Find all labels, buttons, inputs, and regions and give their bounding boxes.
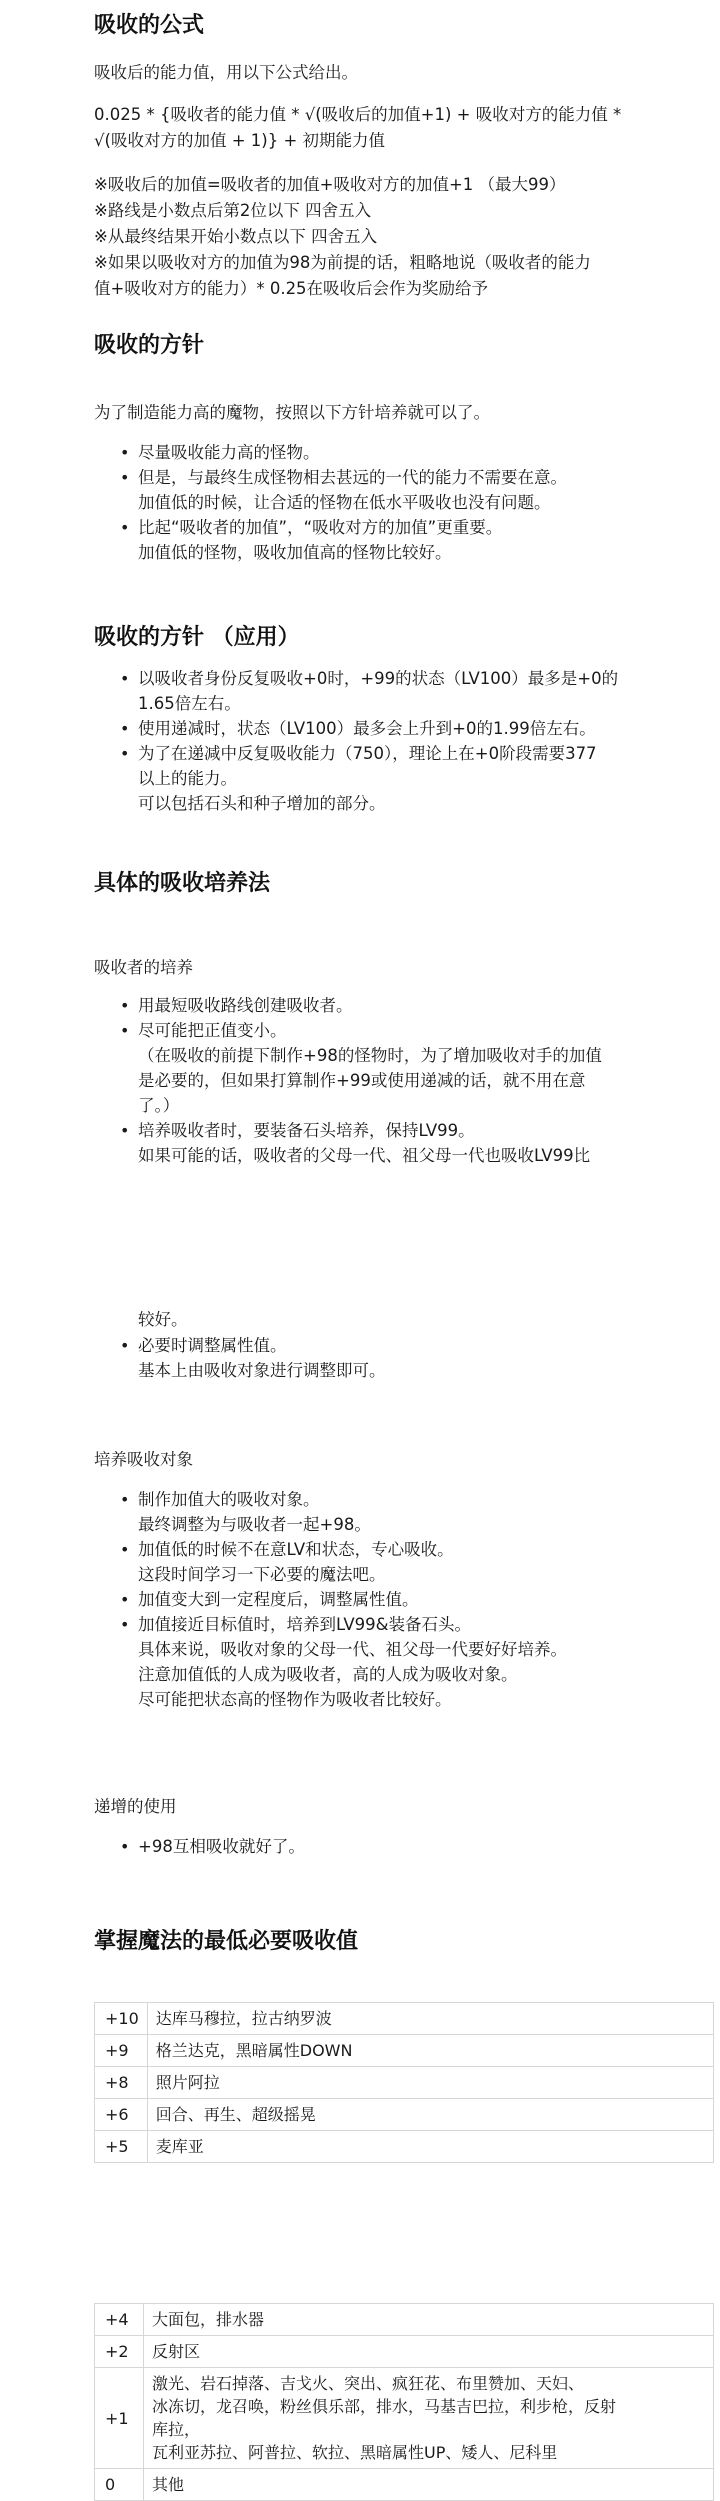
list-item: • 培养吸收者时，要装备石头培养，保持LV99。 如果可能的话，吸收者的父母一代、祖父母一代也吸收LV99比: [94, 1118, 714, 1168]
table-cell-value: +8: [95, 2067, 148, 2099]
note-line: ※如果以吸收对方的加值为98为前提的话，粗略地说（吸收者的能力: [94, 253, 591, 272]
table-row: [95, 2131, 714, 2163]
table-row: [95, 2035, 714, 2067]
policy-intro: 为了制造能力高的魔物，按照以下方针培养就可以了。: [94, 403, 490, 422]
policy-applied-list: [94, 666, 714, 816]
table-row: [95, 2067, 714, 2099]
table-row: [95, 2099, 714, 2131]
list-item: • 比起“吸收者的加值”，“吸收对方的加值”更重要。 加值低的怪物，吸收加值高的怪物比较好。: [94, 515, 714, 565]
increment-list: [94, 1834, 714, 1859]
table-cell-spells: 激光、岩石掉落、吉戈火、突出、疯狂花、布里赞加、天妇、 冰冻切，龙召唤，粉丝俱乐部，排水，马基吉巴拉，利步枪，反射 库拉， 瓦利亚苏拉、阿普拉、软拉、黑暗属性UP、矮人、尼科里: [144, 2368, 714, 2469]
note-line: ※从最终结果开始小数点以下 四舍五入: [94, 227, 378, 246]
formula-notes: [94, 172, 714, 302]
list-item: • 加值低的时候不在意LV和状态，专心吸收。 这段时间学习一下必要的魔法吧。: [94, 1537, 714, 1587]
note-line: ※路线是小数点后第2位以下 四舍五入: [94, 201, 372, 220]
table-cell-value: +1: [95, 2368, 144, 2469]
list-item: • 为了在递减中反复吸收能力（750），理论上在+0阶段需要377 以上的能力。 可以包括石头和种子增加的部分。: [94, 741, 714, 816]
list-item: • 以吸收者身份反复吸收+0时，+99的状态（LV100）最多是+0的 1.65倍左右。: [94, 666, 714, 716]
table-cell-value: +5: [95, 2131, 148, 2163]
table-cell-spells: 回合、再生、超级摇晃: [147, 2099, 713, 2131]
list-item: • 用最短吸收路线创建吸收者。: [94, 993, 714, 1018]
list-item: • 加值接近目标值时，培养到LV99&装备石头。 具体来说，吸收对象的父母一代、祖父母一代要好好培养。 注意加值低的人成为吸收者，高的人成为吸收对象。 尽可能把状态高的怪物作为吸收者比较好。: [94, 1612, 714, 1712]
table-row: [95, 2368, 714, 2469]
continued-line: 较好。: [138, 1310, 188, 1329]
table-cell-spells: 麦库亚: [147, 2131, 713, 2163]
formula-intro: 吸收后的能力值，用以下公式给出。: [94, 63, 358, 82]
table-cell-spells: 反射区: [144, 2336, 714, 2368]
note-line: 值+吸收对方的能力）* 0.25在吸收后会作为奖励给予: [94, 279, 489, 298]
list-item: • 必要时调整属性值。 基本上由吸收对象进行调整即可。: [94, 1333, 714, 1383]
table-row: [95, 2304, 714, 2336]
table-row: [95, 2469, 714, 2501]
section-title-training: 具体的吸收培养法: [94, 871, 271, 896]
list-item: • 尽可能把正值变小。 （在吸收的前提下制作+98的怪物时，为了增加吸收对手的加值 是必要的，但如果打算制作+99或使用递减的话，就不用在意 了。）: [94, 1018, 714, 1118]
table-cell-value: +6: [95, 2099, 148, 2131]
list-item: • 但是，与最终生成怪物相去甚远的一代的能力不需要在意。 加值低的时候，让合适的怪物在低水平吸收也没有问题。: [94, 465, 714, 515]
list-item: • 制作加值大的吸收对象。 最终调整为与吸收者一起+98。: [94, 1487, 714, 1537]
list-item: • 使用递减时，状态（LV100）最多会上升到+0的1.99倍左右。: [94, 716, 714, 741]
table-cell-spells: 格兰达克，黑暗属性DOWN: [147, 2035, 713, 2067]
section-title-policy-applied: 吸收的方针 （应用）: [94, 625, 300, 650]
table-cell-value: +9: [95, 2035, 148, 2067]
section-title-formula: 吸收的公式: [94, 13, 205, 38]
formula-text: 0.025 * {吸收者的能力值 * √(吸收后的加值+1) + 吸收对方的能力值 * √(吸收对方的加值 + 1)} + 初期能力值: [94, 105, 622, 150]
section-title-policy: 吸收的方针: [94, 333, 205, 358]
subheading-increment: 递增的使用: [94, 1797, 177, 1816]
table-cell-spells: 照片阿拉: [147, 2067, 713, 2099]
magic-table-bottom: [94, 2303, 714, 2501]
table-row: [95, 2003, 714, 2035]
subheading-target: 培养吸收对象: [94, 1450, 193, 1469]
magic-table-top: [94, 2002, 714, 2163]
table-cell-spells: 达库马穆拉，拉古纳罗波: [147, 2003, 713, 2035]
policy-list: [94, 440, 714, 565]
list-item: • 尽量吸收能力高的怪物。: [94, 440, 714, 465]
subheading-absorber: 吸收者的培养: [94, 958, 193, 977]
table-row: [95, 2336, 714, 2368]
absorber-list: [94, 993, 714, 1168]
list-item: • +98互相吸收就好了。: [94, 1834, 714, 1859]
list-item: • 加值变大到一定程度后，调整属性值。: [94, 1587, 714, 1612]
section-title-magic-table: 掌握魔法的最低必要吸收值: [94, 1929, 359, 1954]
target-list: [94, 1487, 714, 1712]
table-cell-value: +2: [95, 2336, 144, 2368]
note-line: ※吸收后的加值=吸收者的加值+吸收对方的加值+1 （最大99）: [94, 175, 566, 194]
table-cell-value: +4: [95, 2304, 144, 2336]
table-cell-value: +10: [95, 2003, 148, 2035]
table-cell-value: 0: [95, 2469, 144, 2501]
table-cell-spells: 大面包，排水器: [144, 2304, 714, 2336]
absorber-list-continued: [94, 1333, 714, 1383]
table-cell-spells: 其他: [144, 2469, 714, 2501]
